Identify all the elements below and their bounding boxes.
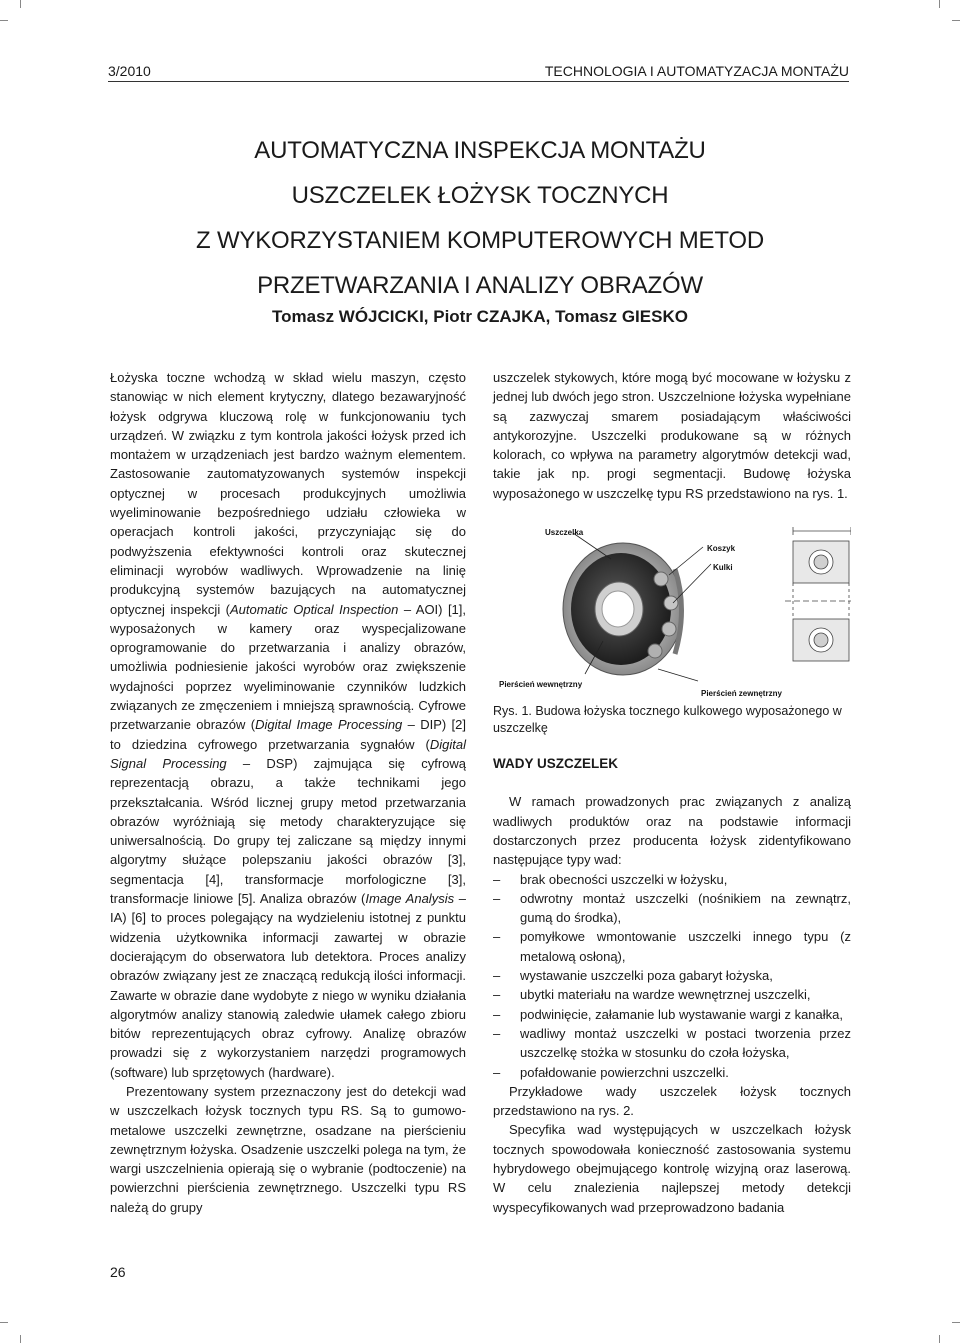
list-item: – ubytki materiału na wardze wewnętrznej uszczelki, bbox=[493, 985, 851, 1004]
title-line: USZCZELEK ŁOŻYSK TOCZNYCH bbox=[291, 182, 669, 209]
label-seal: Uszczelka bbox=[545, 528, 584, 538]
list-item: – pomyłkowe wmontowanie uszczelki innego typu (z metalową osłoną), bbox=[493, 927, 851, 966]
label-inner-ring: Pierścień wewnętrzny bbox=[499, 680, 583, 690]
paragraph: W ramach prowadzonych prac związanych z analizą wadliwych produktów oraz na podstawie informacji dostarczonych przez producenta łożysk zidentyfikowano następujące typy wad: bbox=[493, 794, 851, 868]
title-line: Z WYKORZYSTANIEM KOMPUTEROWYCH METOD bbox=[196, 227, 764, 254]
paragraph: uszczelek stykowych, które mogą być mocowane w łożysku z jednej lub dwóch jego stron. Uszczelnione łożyska wypełniane są zazwyczaj smarem posiadającym właściwości antykorozyjne. Uszczelki produkowane są w różnych kolorach, co wpływa na parametry algorytmów detekcji wad, takie jak np. progi segmentacji. Budowę łożyska wyposażonego w uszczelkę typu RS przedstawiono na rys. 1. bbox=[493, 370, 851, 501]
label-outer-ring: Pierścień zewnętrzny bbox=[701, 689, 782, 699]
text-run: – IA) [6] to proces polegający na wydzieleniu istotnej z punktu widzenia użytkownika informacji zawartej w obrazie docierającym do obserwatora lub detektora. Proces analizy obrazów związany jest ze znaczącą redukcją ilości informacji. Zawarte w obrazie dane wydobyte z niego w wyniku działania algorytmów analizy stanowią zaledwie ułamek całego zbioru bitów reprezentujących obraz cyfrowy. Analizę obrazów prowadzi się z wykorzystaniem narzędzi programowych (software) lub sprzętowych (hardware). bbox=[110, 891, 467, 1080]
term-dsp: Digital Signal Processing bbox=[110, 736, 466, 771]
right-column bbox=[493, 368, 851, 1217]
bearing-figure bbox=[493, 519, 851, 699]
text-run: – AOI) [1], wyposażonych w kamery oraz wyspecjalizowane oprogramowanie do przetwarzania i analizy obrazów, umożliwia podniesienie jakości wyrobów oraz zwiększenie wydajności poprzez wyeliminowanie czynników ludzkich związanych ze zmęczeniem i mniejszą sprawnością. Cyfrowe przetwarzanie obrazów ( bbox=[110, 601, 467, 733]
term-aoi: Automatic Optical Inspection bbox=[229, 601, 399, 617]
title-line: AUTOMATYCZNA INSPEKCJA MONTAŻU bbox=[254, 137, 706, 164]
running-header bbox=[108, 63, 849, 79]
list-item: – podwinięcie, załamanie lub wystawanie wargi z kanałka, bbox=[493, 1005, 851, 1024]
crop-mark bbox=[952, 20, 960, 21]
defect-list bbox=[493, 870, 851, 1082]
label-cage: Koszyk bbox=[707, 544, 736, 554]
crop-mark bbox=[0, 1322, 8, 1323]
paragraph: Specyfika wad występujących w uszczelkach łożysk tocznych spowodowała konieczność zastosowania systemu hybrydowego obejmującego kontrolę wizyjną oraz laserową. W celu znalezienia najlepszej metody detekcji wyspecyfikowanych wad przeprowadzono badania bbox=[493, 1122, 851, 1215]
crop-mark bbox=[20, 1335, 21, 1343]
header-rule bbox=[108, 81, 849, 82]
authors: Tomasz WÓJCICKI, Piotr CZAJKA, Tomasz GIESKO bbox=[272, 307, 688, 326]
text-run: – DIP) [2] to dziedzina cyfrowego przetwarzania sygnałów ( bbox=[110, 717, 466, 752]
list-item: – wystawanie uszczelki poza gabaryt łożyska, bbox=[493, 966, 851, 985]
text-run: Łożyska toczne wchodzą w skład wielu maszyn, często stanowiąc w nich element krytyczny, dlatego bezawaryjność łożysk odgrywa kluczową rolę w funkcjonowaniu tych urządzeń. W związku z tym kontrola jakości łożysk przed ich montażem w urządzeniach jest bardzo ważnym elementem. Zastosowanie zautomatyzowanych systemów inspekcji optycznej w procesach produkcyjnych umożliwia wyeliminowanie bezpośredniego udziału człowieka w operacjach kontroli jakości, przyczyniając się do podwyższenia efektywności kontroli oraz skutecznej eliminacji wyrobów wadliwych. Wprowadzenie na linię produkcyjną systemów bazujących na automatycznej optycznej inspekcji ( bbox=[110, 370, 466, 617]
crop-mark bbox=[20, 0, 21, 8]
journal-name: TECHNOLOGIA I AUTOMATYZACJA MONTAŻU bbox=[544, 63, 849, 79]
list-item: – wadliwy montaż uszczelki w postaci tworzenia przez uszczelkę stożka w stosunku do czoła łożyska, bbox=[493, 1024, 851, 1063]
list-item: – pofałdowanie powierzchni uszczelki. bbox=[493, 1063, 851, 1082]
bearing-3d-icon bbox=[563, 543, 683, 675]
crop-mark bbox=[939, 0, 940, 8]
section-heading: WADY USZCZELEK bbox=[493, 756, 619, 772]
term-ia: Image Analysis bbox=[365, 891, 455, 907]
list-item: – brak obecności uszczelki w łożysku, bbox=[493, 870, 851, 889]
left-column bbox=[110, 368, 466, 1217]
list-item: – odwrotny montaż uszczelki (nośnikiem na zewnątrz, gumą do środka), bbox=[493, 889, 851, 928]
article-title bbox=[90, 128, 870, 308]
crop-mark bbox=[939, 1335, 940, 1343]
crop-mark bbox=[952, 1322, 960, 1323]
page-number: 26 bbox=[110, 1264, 126, 1280]
label-balls: Kulki bbox=[713, 563, 733, 573]
bearing-section-icon bbox=[785, 527, 851, 661]
crop-mark bbox=[0, 20, 8, 21]
figure-caption: Rys. 1. Budowa łożyska tocznego kulkowego wyposażonego w uszczelkę bbox=[493, 704, 842, 736]
term-dip: Digital Image Processing bbox=[255, 717, 403, 733]
issue-number: 3/2010 bbox=[108, 63, 151, 79]
paragraph bbox=[110, 368, 466, 1082]
bearing-illustration bbox=[493, 519, 851, 699]
paragraph: Przykładowe wady uszczelek łożysk tocznych przedstawiono na rys. 2. bbox=[493, 1083, 851, 1119]
paragraph: Prezentowany system przeznaczony jest do detekcji wad w uszczelkach łożysk tocznych typu RS. Są to gumowo-metalowe uszczelki zewnętrzne, osadzane na pierścieniu zewnętrznym łożyska. Osadzenie uszczelki polega na tym, że wargi uszczelnienia opierają się o wybranie (podtoczenie) na powierzchni pierścienia zewnętrznego. Uszczelki typu RS należą do grupy bbox=[110, 1083, 466, 1215]
text-run: – DSP) zajmująca się cyfrową reprezentacją obrazu, a także technikami jego przekształcania. Wśród licznej grupy metod przetwarzania obrazów wyróżniają się metody charakteryzujące się uniwersalnością. Do grupy tej zaliczane są między innymi algorytmy służące polepszaniu jakości obrazów [3], segmentacja [4], transformacje morfologiczne [3], transformacje liniowe [5]. Analiza obrazów ( bbox=[110, 755, 466, 907]
title-line: PRZETWARZANIA I ANALIZY OBRAZÓW bbox=[257, 272, 703, 299]
